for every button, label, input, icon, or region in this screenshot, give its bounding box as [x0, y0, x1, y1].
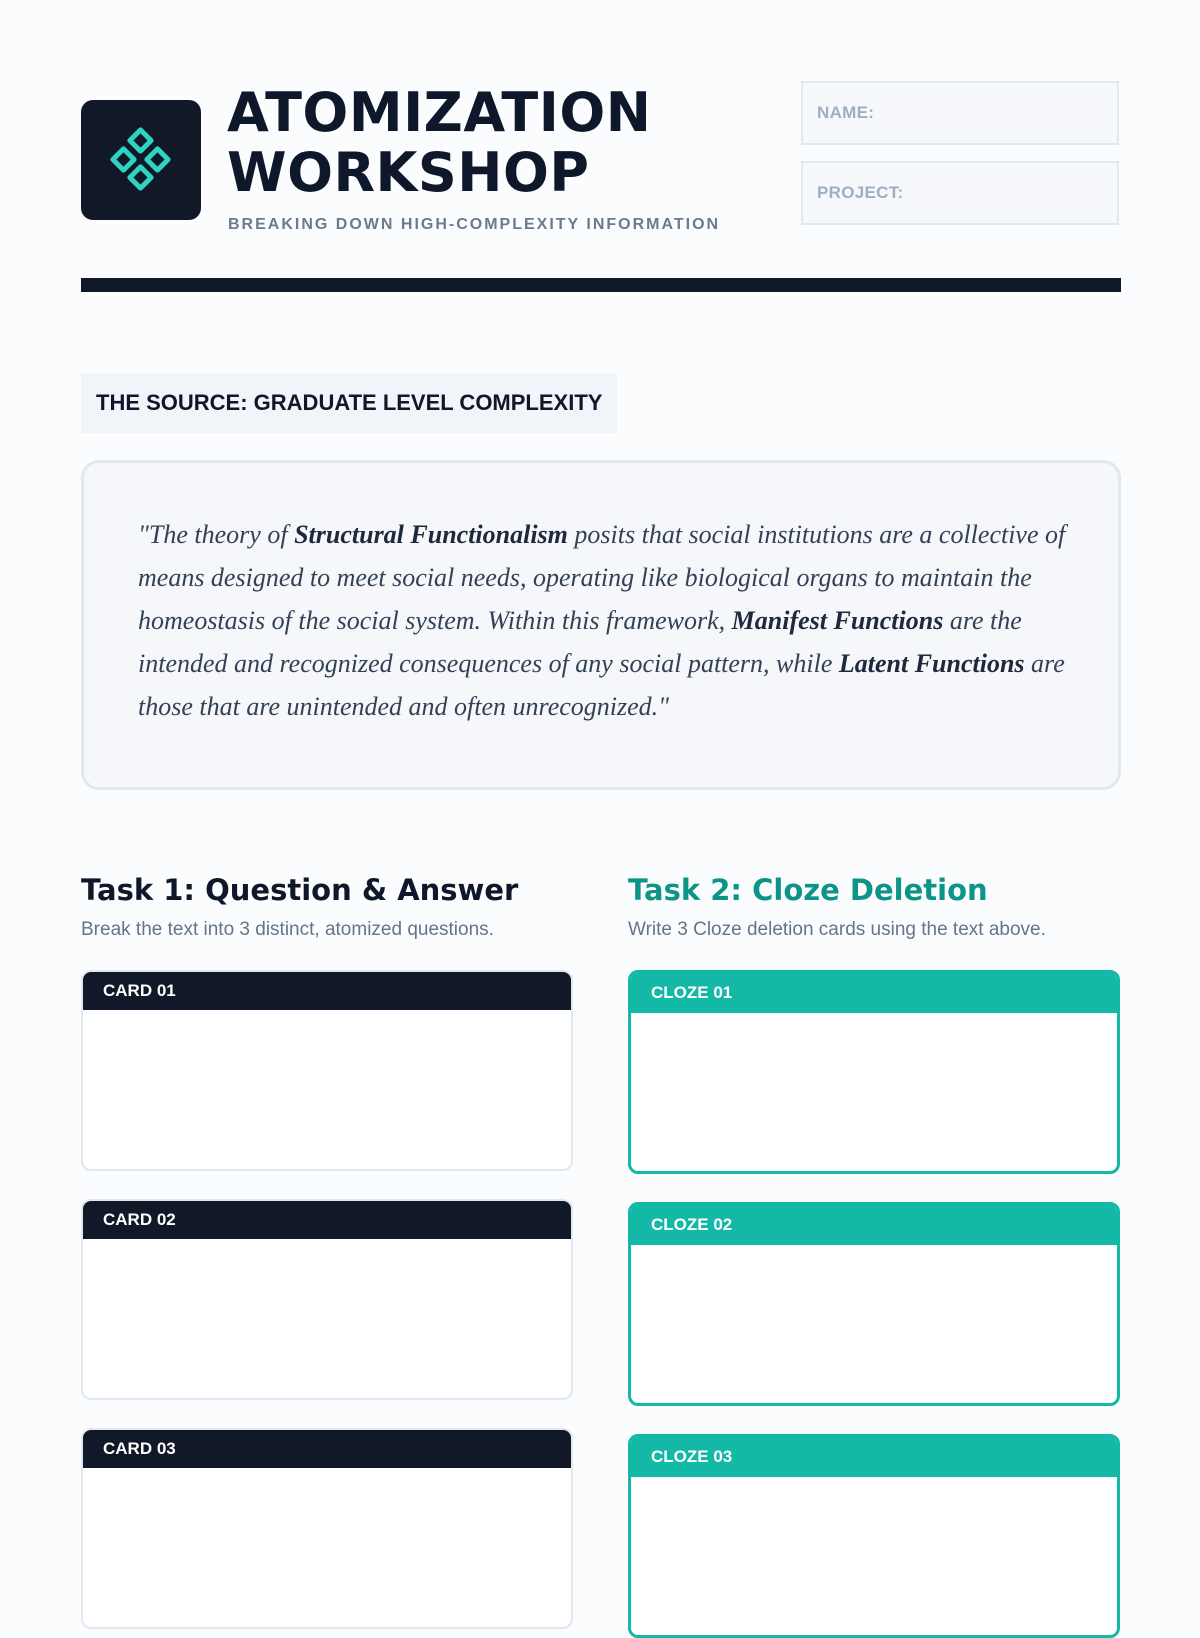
source-label: THE SOURCE: GRADUATE LEVEL COMPLEXITY [81, 373, 617, 433]
cloze-card-3[interactable] [628, 1434, 1120, 1638]
project-field-label: PROJECT: [817, 183, 904, 202]
quote-term-structural-functionalism: Structural Functionalism [294, 520, 568, 549]
task2-title: Task 2: Cloze Deletion [628, 873, 988, 907]
cloze-card-1[interactable] [628, 970, 1120, 1174]
quote-text-4: are those that are unintended and often unrecognized." [138, 649, 1065, 721]
title-line-1: ATOMIZATION [227, 81, 652, 144]
qa-card-2-label: CARD 02 [83, 1201, 571, 1239]
task1-description: Break the text into 3 distinct, atomized questions. [81, 919, 494, 940]
quote-term-latent-functions: Latent Functions [838, 649, 1025, 678]
project-field[interactable] [801, 161, 1119, 225]
source-quote-box [81, 460, 1121, 790]
qa-card-3[interactable] [81, 1428, 573, 1629]
qa-card-2[interactable] [81, 1199, 573, 1400]
logo-badge [81, 100, 201, 220]
task1-title: Task 1: Question & Answer [81, 873, 519, 907]
diamond-cluster-icon [105, 124, 177, 196]
quote-text-1: "The theory of [138, 520, 295, 549]
qa-card-1-label: CARD 01 [83, 972, 571, 1010]
task2-description: Write 3 Cloze deletion cards using the text above. [628, 919, 1046, 940]
cloze-card-2-label: CLOZE 02 [631, 1205, 1117, 1245]
cloze-card-1-label: CLOZE 01 [631, 973, 1117, 1013]
title-line-2: WORKSHOP [227, 141, 590, 204]
cloze-card-3-label: CLOZE 03 [631, 1437, 1117, 1477]
header-divider [81, 278, 1121, 292]
qa-card-3-label: CARD 03 [83, 1430, 571, 1468]
name-field[interactable] [801, 81, 1119, 145]
page-subtitle: BREAKING DOWN HIGH-COMPLEXITY INFORMATION [228, 216, 721, 233]
quote-term-manifest-functions: Manifest Functions [731, 606, 944, 635]
cloze-card-2[interactable] [628, 1202, 1120, 1406]
page-title [227, 83, 651, 203]
quote-text-3: are the intended and recognized consequences of any social pattern, while [138, 606, 1022, 678]
qa-card-1[interactable] [81, 970, 573, 1171]
source-quote [138, 513, 1073, 728]
name-field-label: NAME: [817, 103, 875, 122]
quote-text-2: posits that social institutions are a collective of means designed to meet social needs, operating like biological organs to maintain the homeostasis of the social system. Within this framework, [138, 520, 1066, 635]
